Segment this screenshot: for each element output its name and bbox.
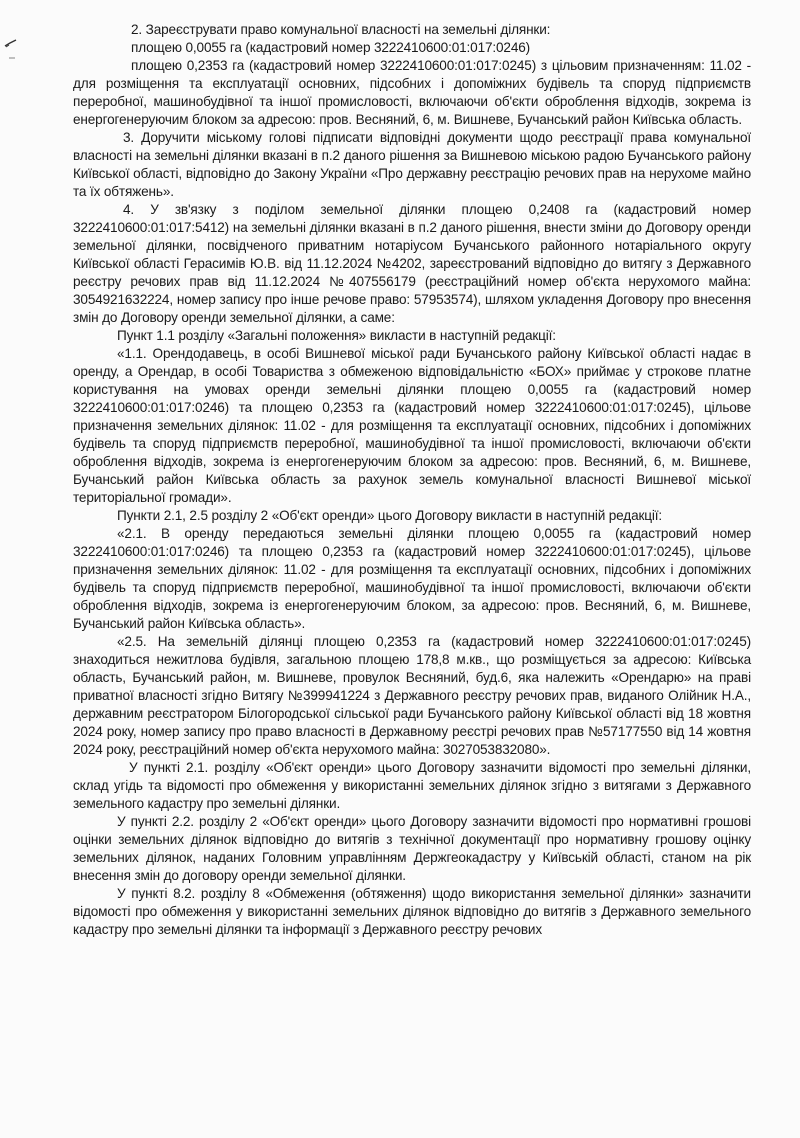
paragraph-clause-2-2-note: У пункті 2.2. розділу 2 «Об'єкт оренди» цього Договору зазначити відомості про нормативні грошові оцінки земельних ділянок відповідно до витягів з технічної документації про нормативну грошову оцінку земельних ділянок, наданих Головним управлінням Держгеокадастру у Київській області, станом на рік внесення змін до договору оренди земельної ділянки. [73,814,751,883]
paragraph-clauses-2-intro: Пункти 2.1, 2.5 розділу 2 «Об'єкт оренди» цього Договору викласти в наступній редакції: [117,508,663,523]
paragraph-clause-2-1: «2.1. В оренду передаються земельні ділянки площею 0,0055 га (кадастровий номер 3222410600:01:017:0246) та площею 0,2353 га (кадастровий номер 3222410600:01:017:0245), цільове призначення земельних ділянок: 11.02 - для розміщення та експлуатації основних, підсобних і допоміжних будівель та споруд підприємств переробної, машинобудівної та іншої промисловості, включаючи об'єкти оброблення відходів, зокрема із енергогенеруючим блоком, за адресою: пров. Весняний, 6, м. Вишневе, Бучанський район Київська область». [73,526,751,631]
margin-dot-mark [8,56,16,60]
paragraph-plot-0055: площею 0,0055 га (кадастровий номер 3222410600:01:017:0246) [131,40,531,55]
paragraph-clause-1-1: «1.1. Орендодавець, в особі Вишневої міської ради Бучанського району Київської області надає в оренду, а Орендар, в особі Товариства з обмеженою відповідальністю «БОХ» приймає у строкове платне користування на умовах оренди земельні ділянки площею 0,0055 га (кадастровий номер 3222410600:01:017:0246) та площею 0,2353 га (кадастровий номер 3222410600:01:017:0245), цільове призначення земельних ділянок: 11.02 - для розміщення та експлуатації основних, підсобних і допоміжних будівель та споруд підприємств переробної, машинобудівної та іншої промисловості, включаючи об'єкти оброблення відходів, зокрема із енергогенеруючим блоком за адресою: пров. Весняний, 6, м. Вишневе, Бучанський район Київська область за рахунок земель комунальної власності Вишневої міської територіальної громади». [73,346,751,505]
paragraph-clause-2-5: «2.5. На земельній ділянці площею 0,2353 га (кадастровий номер 3222410600:01:017:0245) знаходиться нежитлова будівля, загальною площею 178,8 м.кв., що розміщується за адресою: Київська область, Бучанський район, м. Вишневе, провулок Весняний, буд.6, яка належить «Орендарю» на праві приватної власності згідно Витягу №399941224 з Державного реєстру речових прав, виданого Олійник Н.А., державним реєстратором Білогородської сільської ради Бучанського району Київської області від 18 жовтня 2024 року, номер запису про право власності в Державному реєстрі речових прав №57177550 від 14 жовтня 2024 року, реєстраційний номер об'єкта нерухомого майна: 3027053832080». [73,634,751,757]
paragraph-register-rights: 2. Зареєструвати право комунальної власності на земельні ділянки: [131,22,551,37]
paragraph-item-4: 4. У зв'язку з поділом земельної ділянки площею 0,2408 га (кадастровий номер 3222410600:01:017:5412) на земельні ділянки вказані в п.2 даного рішення, внести зміни до Договору оренди земельної ділянки, посвідченого приватним нотаріусом Бучанського районного нотаріального округу Київської області Герасимів Ю.В. від 11.12.2024 №4202, зареєстрований відповідно до витягу з Державного реєстру речових прав від 11.12.2024 №407556179 (реєстраційний номер об'єкта нерухомого майна: 3054921632224, номер запису про інше речове право: 57953574), шляхом укладення Договору про внесення змін до Договору оренди земельної ділянки, а саме: [73,202,751,325]
paragraph-item-3: 3. Доручити міському голові підписати відповідні документи щодо реєстрації права комунальної власності на земельні ділянки вказані в п.2 даного рішення за Вишневою міською радою Бучанського району Київської області, відповідно до Закону України «Про державну реєстрацію речових прав на нерухоме майно та їх обтяжень». [73,130,751,199]
paragraph-plot-2353: площею 0,2353 га (кадастровий номер 3222410600:01:017:0245) з цільовим призначенням: 11.02 - для розміщення та експлуатації основних, підсобних і допоміжних будівель та споруд підприємств переробної, машинобудівної та іншої промисловості, включаючи об'єкти оброблення відходів, зокрема із енергогенеруючим блоком за адресою: пров. Весняний, 6, м. Вишневе, Бучанський район Київська область. [73,58,751,127]
paragraph-clause-8-2-note: У пункті 8.2. розділу 8 «Обмеження (обтяження) щодо використання земельної ділянки» зазначити відомості про обмеження у використанні земельних ділянок відповідно до витягів з Державного земельного кадастру про земельні ділянки та інформації з Державного реєстру речових [73,886,751,937]
document-body [73,21,751,939]
margin-pen-mark [4,38,18,48]
paragraph-clause-2-1-note: У пункті 2.1. розділу «Об'єкт оренди» цього Договору зазначити відомості про земельні ділянки, склад угідь та відомості про обмеження у використанні земельних ділянок згідно з витягами з Державного земельного кадастру про земельні ділянки. [73,760,751,811]
paragraph-clause-1-1-intro: Пункт 1.1 розділу «Загальні положення» викласти в наступній редакції: [117,328,556,343]
